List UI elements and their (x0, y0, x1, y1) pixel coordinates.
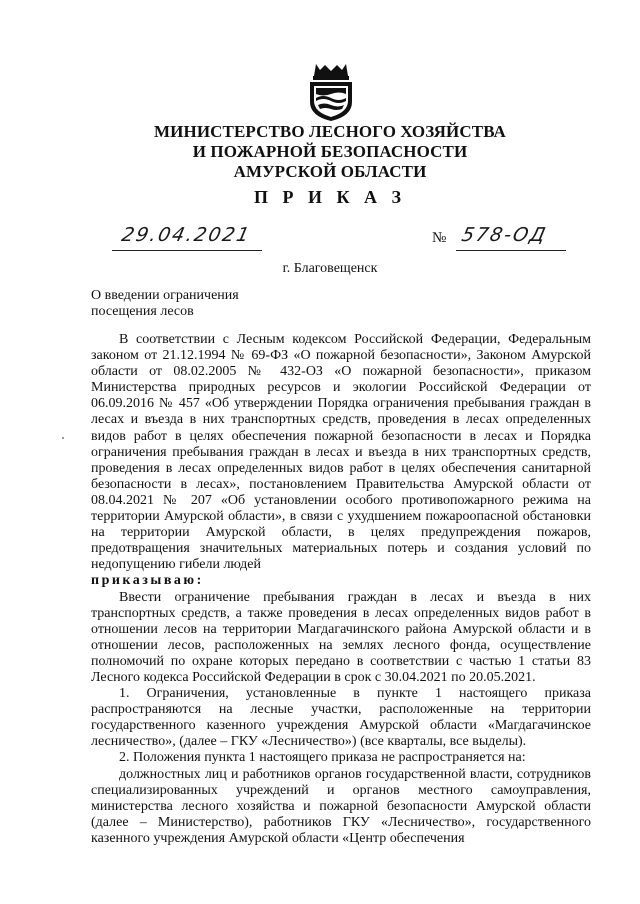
subject-line: О введении ограничения (91, 288, 239, 303)
preamble-paragraph: В соответствии с Лесным кодексом Российской Федерации, Федеральным законом от 21.12.1994 № 69-ФЗ «О пожарной безопасности», Законом Амурской области от 08.02.2005 № 432-ОЗ «О пожарной безопасности», приказом Министерства природных ресурсов и экологии Российской Федерации от 06.09.2016 № 457 «Об утверждении Порядка ограничения пребывания граждан в лесах и въезда в них транспортных средств, проведения в лесах определенных видов работ в целях обеспечения пожарной безопасности в лесах и Порядка ограничения пребывания граждан в лесах и въезда в них транспортных средств, проведения в лесах определенных видов работ в целях обеспечения санитарной безопасности в лесах», постановлением Правительства Амурской области от 08.04.2021 № 207 «Об установлении особого противопожарного режима на территории Амурской области», в связи с ухудшением пожароопасной обстановки на территории Амурской области, в целях предупреждения пожаров, предотвращения значительных материальных потерь и создания условий по недопущению гибели людей (91, 332, 591, 573)
subject-line: посещения лесов (91, 304, 194, 319)
order-directive: приказываю: (91, 573, 204, 589)
ministry-line: МИНИСТЕРСТВО ЛЕСНОГО ХОЗЯЙСТВА (154, 122, 506, 141)
date-underline (112, 250, 262, 251)
ministry-line: И ПОЖАРНОЙ БЕЗОПАСНОСТИ (192, 142, 468, 161)
body-paragraph: Ввести ограничение пребывания граждан в лесах и въезда в них транспортных средств, а также проведения в лесах определенных видов работ в отношении лесов на территории Магдагачинского района Амурской области и в отношении лесов, расположенных на землях лесного фонда, осуществление полномочий по охране которых передано в соответствии с частью 1 статьи 83 Лесного кодекса Российской Федерации в срок с 30.04.2021 по 20.05.2021. (91, 589, 591, 685)
number-underline (456, 250, 566, 251)
body-paragraph: 2. Положения пункта 1 настоящего приказа не распространяется на: (119, 750, 526, 766)
number-sign: № (432, 230, 447, 246)
handwritten-number: 578-ОД (459, 224, 550, 246)
handwritten-date: 29.04.2021 (119, 224, 254, 246)
order-body (91, 332, 591, 847)
document-type-title: П Р И К А З (253, 187, 407, 207)
coat-of-arms-emblem (306, 60, 356, 122)
body-paragraph: должностных лиц и работников органов государственной власти, сотрудников специализированных учреждений и органов местного самоуправления, министерства лесного хозяйства и пожарной безопасности Амурской области (далее – Министерство), работников ГКУ «Лесничество», государственного казенного учреждения Амурской области «Центр обеспечения (91, 766, 591, 846)
body-paragraph: 1. Ограничения, установленные в пункте 1 настоящего приказа распространяются на лесные участки, расположенные на территории государственного казенного учреждения Амурской области «Магдагачинское лесничество», (далее – ГКУ «Лесничество») (все кварталы, все выделы). (91, 686, 591, 750)
ministry-line: АМУРСКОЙ ОБЛАСТИ (233, 162, 427, 181)
city-line: г. Благовещенск (282, 261, 378, 276)
order-subject (91, 288, 239, 320)
ministry-name (140, 122, 520, 182)
scan-speck (62, 437, 64, 439)
